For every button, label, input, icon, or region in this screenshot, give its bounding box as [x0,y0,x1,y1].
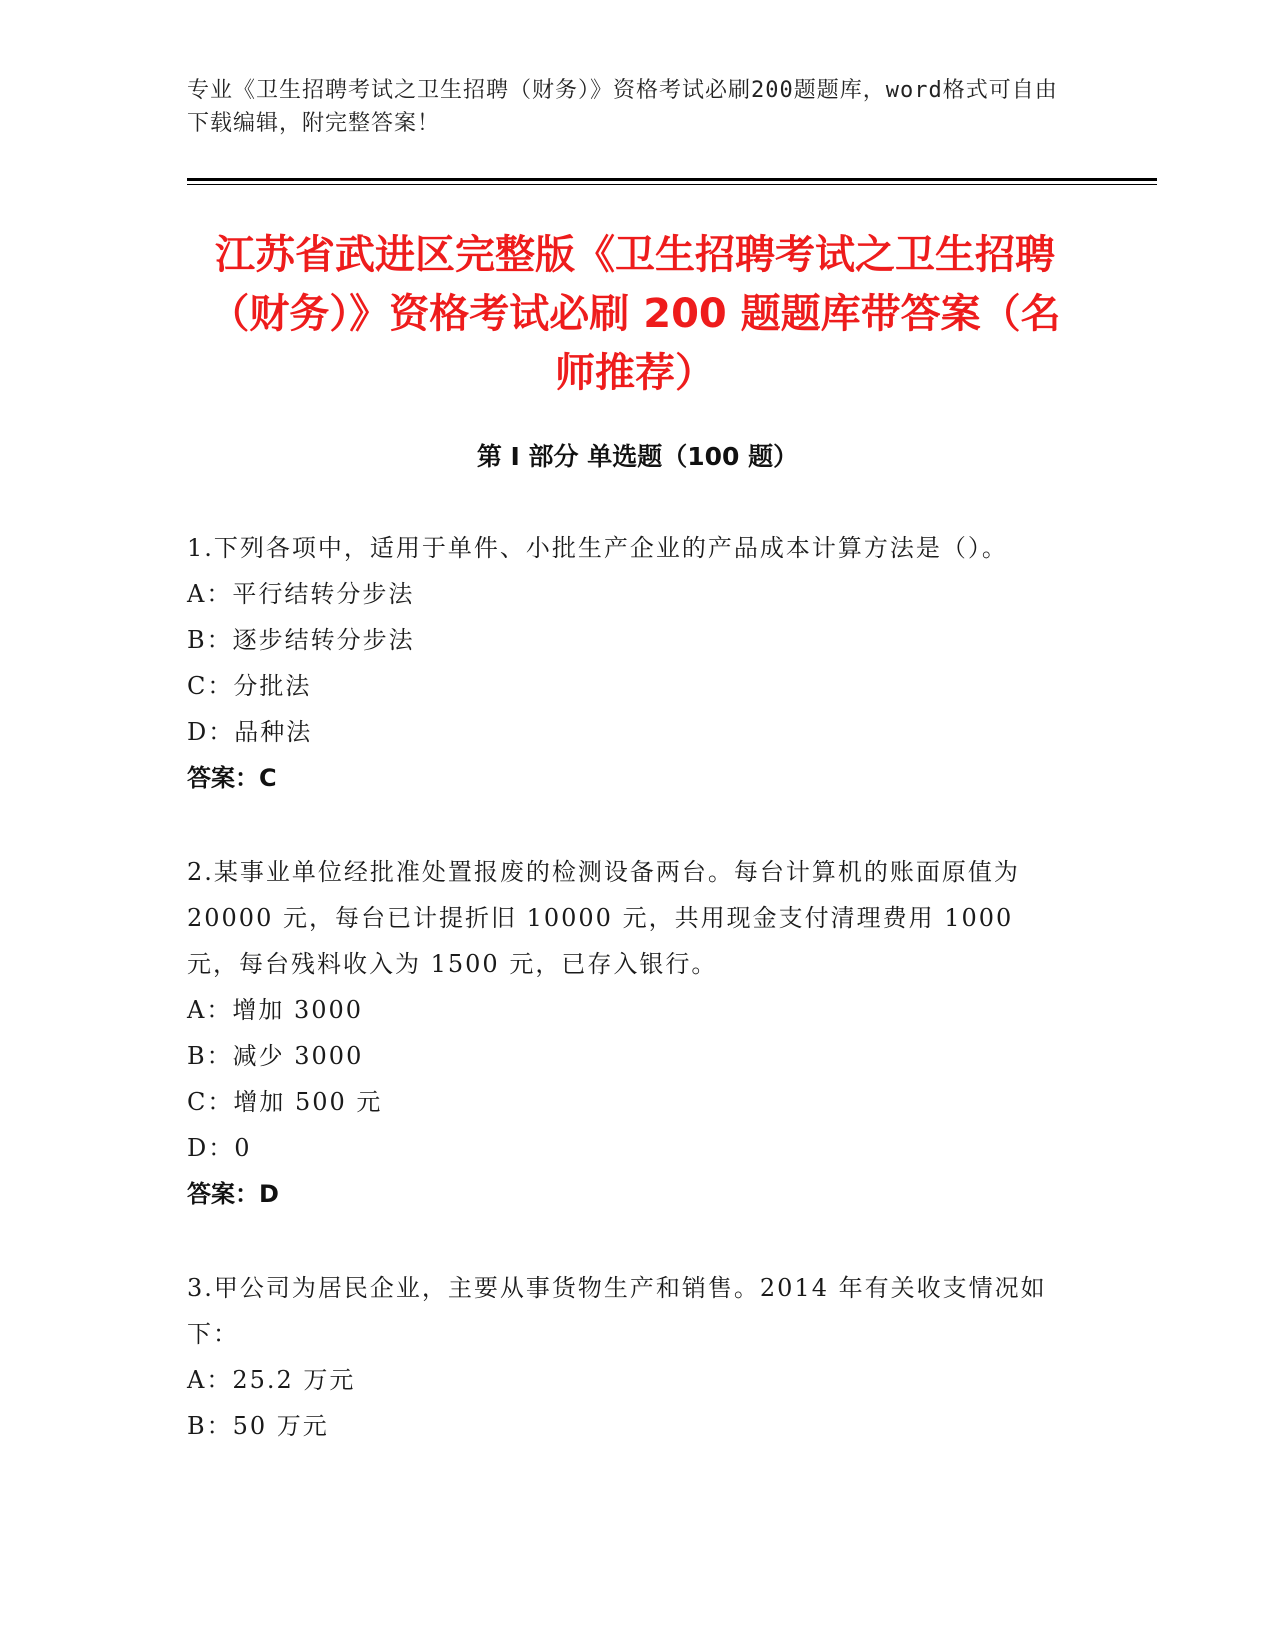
answer: 答案：C [187,764,277,792]
question-2 [187,849,1067,1217]
question-stem: 2.某事业单位经批准处置报废的检测设备两台。每台计算机的账面原值为 20000 元，每台已计提折旧 10000 元，共用现金支付清理费用 1000 元，每台残料收入为 1500 元，已存入银行。 [187,858,1020,978]
option-b: B：减少 3000 [187,1042,364,1070]
header-note: 专业《卫生招聘考试之卫生招聘（财务）》资格考试必刷200题题库，word格式可自由下载编辑，附完整答案！ [187,78,1058,136]
option-a: A：25.2 万元 [187,1366,356,1394]
answer: 答案：D [187,1180,279,1208]
question-stem: 3.甲公司为居民企业，主要从事货物生产和销售。2014 年有关收支情况如下： [187,1274,1047,1348]
question-stem: 1.下列各项中，适用于单件、小批生产企业的产品成本计算方法是（）。 [187,534,1008,562]
question-1 [187,525,1067,801]
header-divider [187,178,1157,181]
option-d: D：0 [187,1134,252,1162]
question-3 [187,1265,1067,1449]
option-a: A：平行结转分步法 [187,580,415,608]
option-b: B：50 万元 [187,1412,329,1440]
section-title: 第 I 部分 单选题（100 题） [476,442,799,471]
option-a: A：增加 3000 [187,996,364,1024]
option-c: C：增加 500 元 [187,1088,383,1116]
option-b: B：逐步结转分步法 [187,626,415,654]
header-divider-thin [187,184,1157,185]
question-list [187,525,1067,1497]
option-d: D：品种法 [187,718,313,746]
option-c: C：分批法 [187,672,312,700]
document-title: 江苏省武进区完整版《卫生招聘考试之卫生招聘（财务）》资格考试必刷 200 题题库带答案（名师推荐） [209,232,1061,396]
